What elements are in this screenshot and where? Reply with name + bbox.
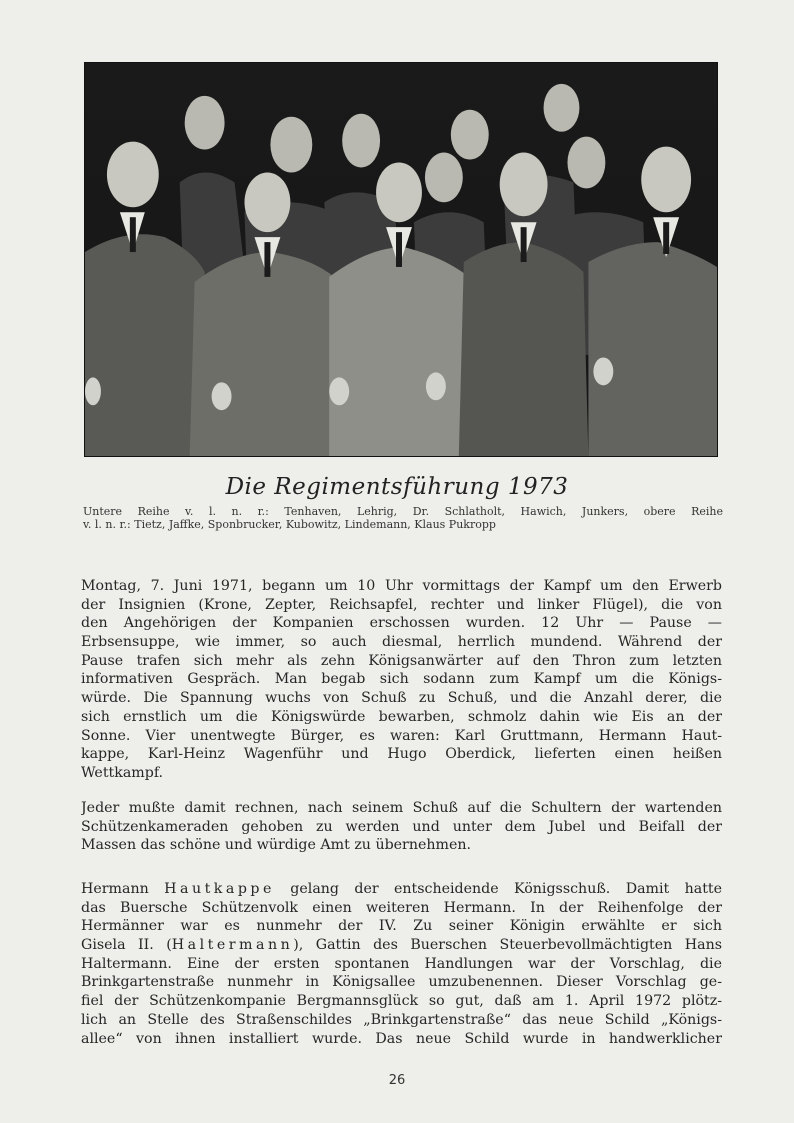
caption-line: v. l. n. r.: Tietz, Jaffke, Sponbrucker, Kubowitz, Lindemann, Klaus Pukropp [83, 518, 496, 531]
group-photo-illustration [85, 63, 717, 456]
text-line: allee“ von ihnen installiert wurde. Das neue Schild wurde in handwerklicher [81, 1030, 722, 1047]
text-line: würde. Die Spannung wuchs von Schuß zu Schuß, und die Anzahl derer, die [81, 690, 722, 707]
text-segment: Gisela II. ( [81, 937, 172, 954]
paragraph-2 [81, 799, 722, 855]
front-row [85, 234, 717, 456]
caption-title: Die Regimentsführung 1973 [225, 474, 569, 500]
text-line: Jeder mußte damit rechnen, nach seinem Schuß auf die Schultern der wartenden [81, 800, 722, 816]
spaced-name: Hautkappe [164, 881, 275, 897]
text-line: sich ernstlich um die Königswürde bewarben, schmolz dahin wie Eis an der [81, 708, 722, 725]
caption-text [83, 505, 723, 531]
text-line: den Angehörigen der Kompanien erschossen wurden. 12 Uhr — Pause — [81, 615, 722, 632]
text-line: Pause trafen sich mehr als zehn Königsanwärter auf den Thron zum letzten [81, 652, 722, 669]
text-line: informativen Gespräch. Man begab sich sodann zum Kampf um die Königs- [81, 671, 722, 688]
text-segment: ), Gattin des Buerschen Steuerbevollmächtigten Hans [293, 937, 722, 954]
text-line: Sonne. Vier unentwegte Bürger, es waren: Karl Gruttmann, Hermann Haut- [81, 727, 722, 744]
text-line: Brinkgartenstraße nunmehr in Königsallee umzubenennen. Dieser Vorschlag ge- [81, 974, 722, 991]
text-line [81, 936, 722, 955]
text-line: der Insignien (Krone, Zepter, Reichsapfel, rechter und linker Flügel), die von [81, 596, 722, 613]
paragraph-1 [81, 577, 722, 783]
text-line: lich an Stelle des Straßenschildes „Brinkgartenstraße“ das neue Schild „Königs- [81, 1011, 722, 1028]
text-line: Erbsensuppe, wie immer, so auch diesmal, herrlich mundend. Während der [81, 634, 722, 651]
text-line: das Buersche Schützenvolk einen weiteren Hermann. In der Reihenfolge der [81, 899, 722, 916]
spaced-name: Haltermann [171, 937, 294, 954]
text-segment: Hermann [81, 881, 165, 897]
page-number: 26 [388, 1073, 406, 1088]
paragraph-3 [81, 880, 722, 1048]
group-photo [84, 62, 718, 457]
caption-line: Untere Reihe v. l. n. r.: Tenhaven, Lehrig, Dr. Schlatholt, Hawich, Junkers, obere Reihe [83, 505, 723, 518]
text-line: Wettkampf. [81, 764, 164, 781]
text-line: Haltermann. Eine der ersten spontanen Handlungen war der Vorschlag, die [81, 955, 722, 972]
text-line [81, 880, 722, 899]
text-line: Massen das schöne und würdige Amt zu übernehmen. [81, 837, 472, 854]
text-line: Hermänner war es nunmehr der IV. Zu seiner Königin erwählte er sich [81, 918, 722, 935]
text-line: Schützenkameraden gehoben zu werden und unter dem Jubel und Beifall der [81, 818, 722, 835]
text-line: fiel der Schützenkompanie Bergmannsglück so gut, daß am 1. April 1972 plötz- [81, 993, 722, 1010]
text-segment: gelang der entscheidende Königsschuß. Damit hatte [274, 881, 722, 897]
text-line: Montag, 7. Juni 1971, begann um 10 Uhr vormittags der Kampf um den Erwerb [81, 578, 722, 594]
text-line: kappe, Karl-Heinz Wagenführ und Hugo Oberdick, lieferten einen heißen [81, 746, 722, 763]
